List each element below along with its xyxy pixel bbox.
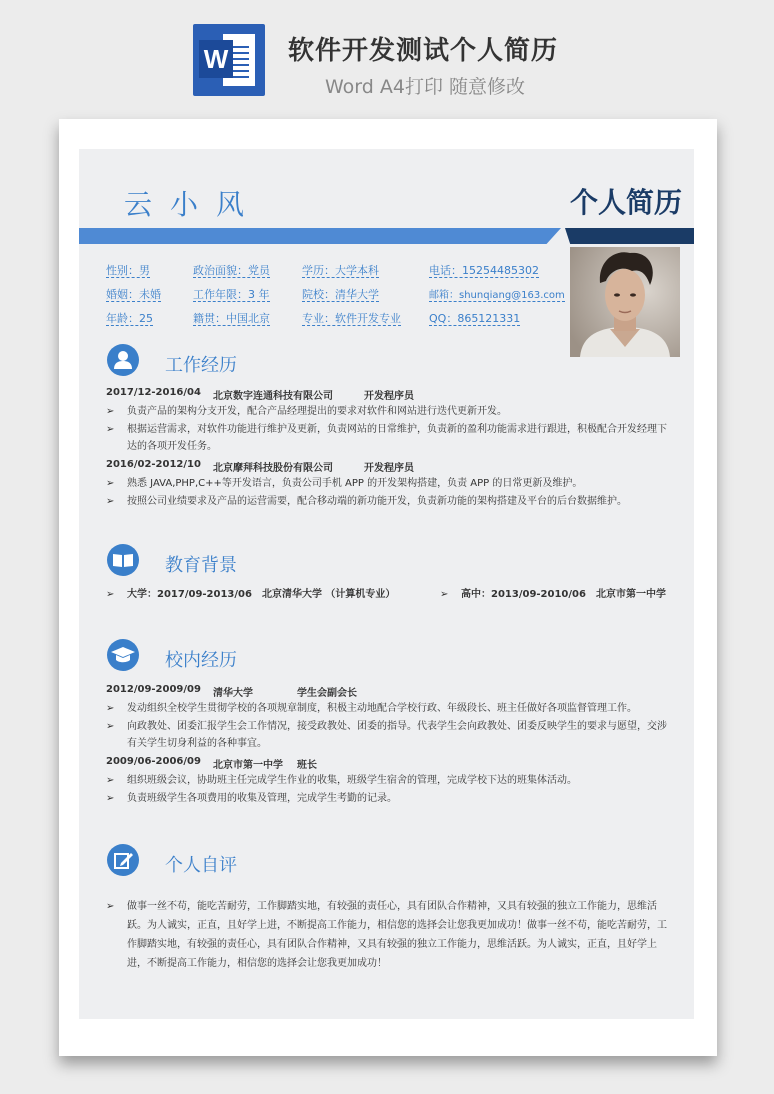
banner-title: 软件开发测试个人简历 [288,36,559,66]
list-item: ➢ 熟悉 JAVA,PHP,C++等开发语言，负责公司手机 APP 的开发架构搭建，负责 APP 的日常更新及维护。 [106,475,676,492]
job-1-period: 2017/12-2016/04 [106,387,201,398]
person-icon [107,344,139,376]
list-item: ➢ 负责班级学生各项费用的收集及管理，完成学生考勤的记录。 [106,790,676,807]
resume-sheet [79,149,694,1019]
info-age: 年龄：25 [106,312,153,325]
job-1-company: 北京数字连通科技有限公司 [213,391,333,402]
campus-1-role: 学生会副会长 [297,688,357,699]
arrow-bullet-icon: ➢ [440,589,449,600]
graduation-cap-icon [107,639,139,671]
campus-2-period: 2009/06-2006/09 [106,756,201,767]
education-item: ➢ 高中：2013/09-2010/06 北京市第一中学 [440,586,690,603]
arrow-bullet-icon: ➢ [106,703,115,714]
arrow-bullet-icon: ➢ [106,793,115,804]
banner-subtitle: Word A4打印 随意修改 [325,76,526,98]
campus-section-title: 校内经历 [165,650,237,671]
info-politics: 政治面貌：党员 [193,264,270,277]
edit-icon [107,844,139,876]
list-item: ➢ 根据运营需求，对软件功能进行维护及更新，负责网站的日常维护，负责新的盈利功能需求进行跟进，积极配合开发经理下达的各项开发任务。 [106,421,676,455]
arrow-bullet-icon: ➢ [106,901,115,912]
book-icon [107,544,139,576]
self-section-title: 个人自评 [165,855,237,876]
resume-title: 个人简历 [569,186,682,219]
campus-1-org: 清华大学 [213,688,253,699]
resume-paper [59,119,717,1056]
info-native: 籍贯：中国北京 [193,312,270,325]
list-item: ➢ 向政教处、团委汇报学生会工作情况，接受政教处、团委的指导。代表学生会向政教处、团委反映学生的要求与愿望，交涉有关学生切身利益的各种事宜。 [106,718,676,752]
word-doc-icon [193,24,265,96]
work-section-title: 工作经历 [165,355,237,376]
info-gender: 性别：男 [106,264,150,277]
job-1-role: 开发程序员 [364,391,414,402]
list-item: ➢ 按照公司业绩要求及产品的运营需要，配合移动端的新功能开发，负责新功能的架构搭建及平台的后台数据维护。 [106,493,676,510]
info-qq: QQ：865121331 [429,312,521,325]
word-letter: W [199,40,233,78]
arrow-bullet-icon: ➢ [106,589,115,600]
job-2-company: 北京摩拜科技股份有限公司 [213,463,333,474]
job-2-period: 2016/02-2012/10 [106,459,201,470]
info-marital: 婚姻：未婚 [106,288,161,301]
arrow-bullet-icon: ➢ [106,478,115,489]
self-evaluation: ➢ 做事一丝不苟，能吃苦耐劳，工作脚踏实地，有较强的责任心，具有团队合作精神，又具有较强的独立工作能力，思维活跃。为人诚实，正直，且好学上进，不断提高工作能力，相信您的选择会让您我更加成功！做事一丝不苟，能吃苦耐劳，工作脚踏实地，有较强的责任心，具有团队合作精神，又具有较强的独立工作能力，思维活跃。为人诚实，正直，且好学上进，不断提高工作能力，相信您的选择会让您我更加成功！ [106,897,676,973]
info-major: 专业：软件开发专业 [302,312,401,325]
header-bar-dark [565,228,694,244]
info-email: 邮箱：shunqiang@163.com [429,290,565,301]
arrow-bullet-icon: ➢ [106,406,115,417]
candidate-name: 云小风 [124,188,263,221]
info-degree: 学历：大学本科 [302,264,379,277]
campus-2-org: 北京市第一中学 [213,760,283,771]
list-item: ➢ 负责产品的架构分支开发，配合产品经理提出的要求对软件和网站进行迭代更新开发。 [106,403,676,420]
arrow-bullet-icon: ➢ [106,775,115,786]
education-item: ➢ 大学：2017/09-2013/06 北京清华大学 （计算机专业） [106,586,436,603]
job-2-role: 开发程序员 [364,463,414,474]
arrow-bullet-icon: ➢ [106,496,115,507]
header-bar-light [79,228,561,244]
education-section-title: 教育背景 [165,555,237,576]
info-school: 院校：清华大学 [302,288,379,301]
campus-2-role: 班长 [297,760,317,771]
campus-1-period: 2012/09-2009/09 [106,684,201,695]
arrow-bullet-icon: ➢ [106,424,115,435]
info-phone: 电话：15254485302 [429,264,539,277]
info-work-years: 工作年限：3 年 [193,288,270,301]
arrow-bullet-icon: ➢ [106,721,115,732]
list-item: ➢ 发动组织全校学生贯彻学校的各项规章制度，积极主动地配合学校行政、年级段长、班主任做好各项监督管理工作。 [106,700,676,717]
profile-photo [570,247,680,357]
list-item: ➢ 组织班级会议，协助班主任完成学生作业的收集，班级学生宿舍的管理，完成学校下达的班集体活动。 [106,772,676,789]
